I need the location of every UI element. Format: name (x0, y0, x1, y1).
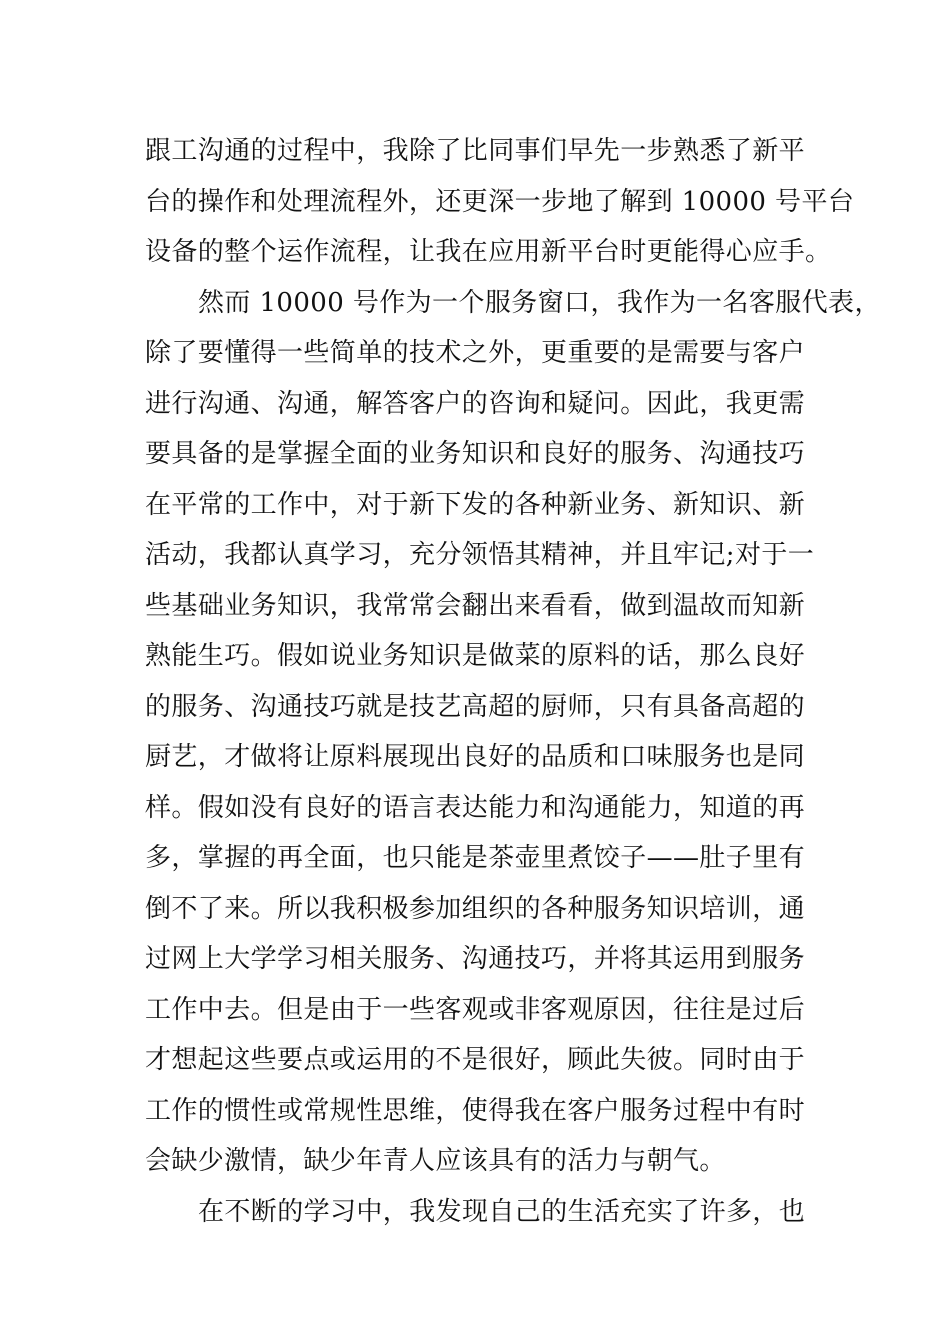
text-line: 多，掌握的再全面，也只能是茶壶里煮饺子——肚子里有 (145, 843, 806, 873)
text-line: 跟工沟通的过程中，我除了比同事们早先一步熟悉了新平 (145, 136, 806, 166)
text-line: 设备的整个运作流程，让我在应用新平台时更能得心应手。 (145, 237, 832, 267)
text-line: 倒不了来。所以我积极参加组织的各种服务知识培训，通 (145, 893, 806, 924)
text-line: 会缺少激情，缺少年青人应该具有的活力与朝气。 (145, 1146, 726, 1176)
text-line: 厨艺，才做将让原料展现出良好的品质和口味服务也是同 (145, 742, 806, 772)
text-line: 工作的惯性或常规性思维，使得我在客户服务过程中有时 (145, 1095, 806, 1126)
text-line: 熟能生巧。假如说业务知识是做菜的原料的话，那么良好 (145, 641, 806, 671)
text-line: 才想起这些要点或运用的不是很好，顾此失彼。同时由于 (145, 1045, 806, 1075)
document-body (145, 126, 881, 1237)
paragraph-start-line: 在不断的学习中，我发现自己的生活充实了许多，也 (198, 1196, 806, 1227)
text-line: 的服务、沟通技巧就是技艺高超的厨师，只有具备高超的 (145, 691, 806, 722)
text-line: 进行沟通、沟通，解答客户的咨询和疑问。因此，我更需 (145, 388, 806, 419)
text-line: 在平常的工作中，对于新下发的各种新业务、新知识、新 (145, 489, 806, 520)
text-line: 除了要懂得一些简单的技术之外，更重要的是需要与客户 (145, 338, 806, 368)
text-line: 样。假如没有良好的语言表达能力和沟通能力，知道的再 (145, 792, 806, 823)
text-line: 要具备的是掌握全面的业务知识和良好的服务、沟通技巧 (145, 439, 806, 469)
text-line: 工作中去。但是由于一些客观或非客观原因，往往是过后 (145, 994, 806, 1025)
text-line: 活动，我都认真学习，充分领悟其精神，并且牢记;对于一 (145, 540, 815, 570)
text-line: 台的操作和处理流程外，还更深一步地了解到 10000 号平台 (145, 186, 855, 217)
text-line: 些基础业务知识，我常常会翻出来看看，做到温故而知新 (145, 590, 806, 621)
text-line: 过网上大学学习相关服务、沟通技巧，并将其运用到服务 (145, 944, 806, 974)
paragraph-start-line: 然而 10000 号作为一个服务窗口，我作为一名客服代表， (198, 287, 881, 318)
